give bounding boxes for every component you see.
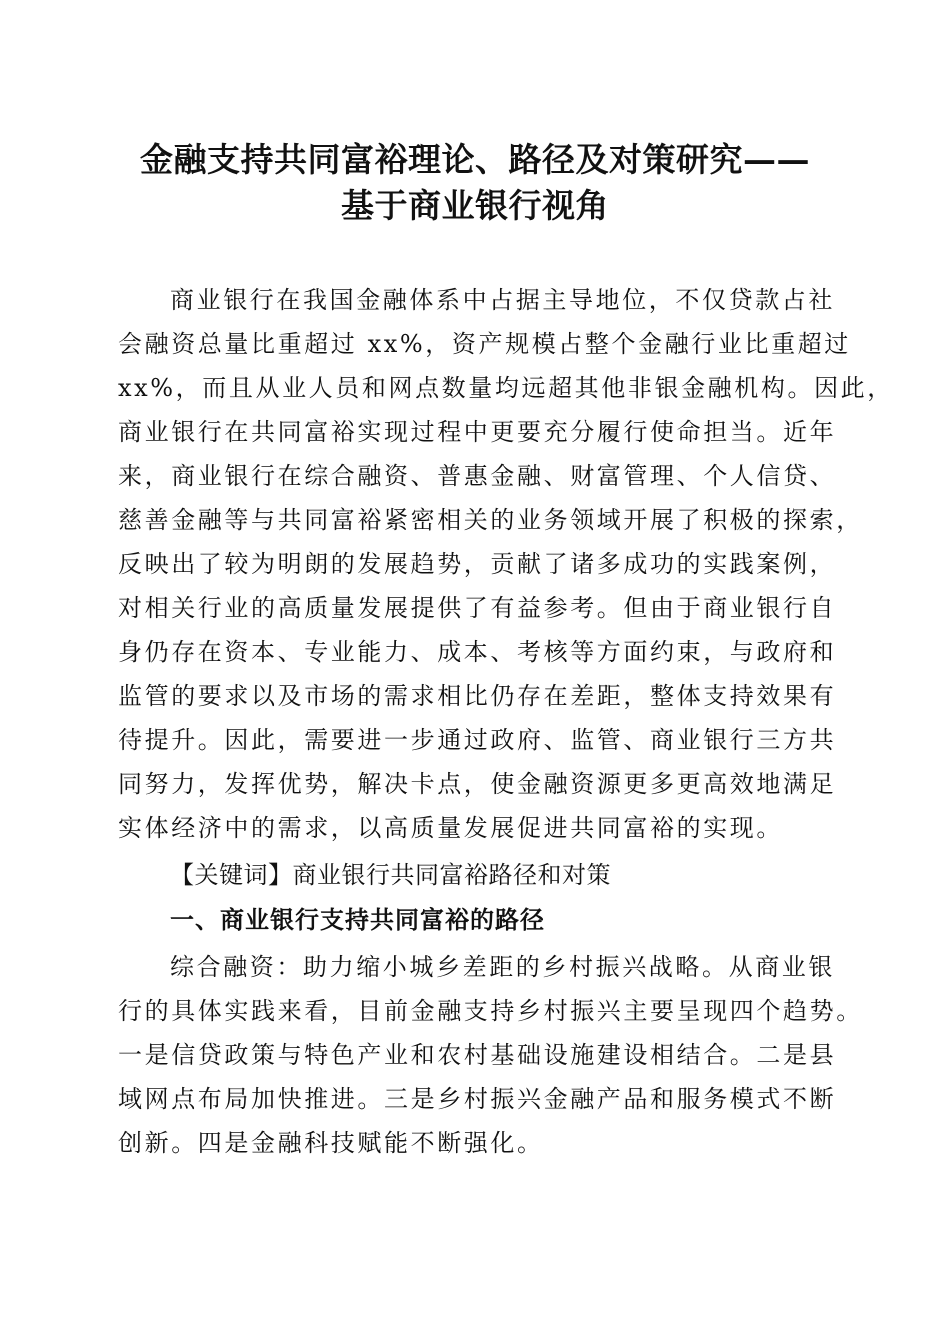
abstract-line: 会融资总量比重超过 xx%，资产规模占整个金融行业比重超过	[118, 330, 851, 358]
keywords-line: 【关键词】商业银行共同富裕路径和对策	[170, 861, 611, 889]
section-heading: 一、商业银行支持共同富裕的路径	[170, 906, 545, 934]
abstract-line: xx%，而且从业人员和网点数量均远超其他非银金融机构。因此，	[118, 374, 894, 402]
abstract-line: 对相关行业的高质量发展提供了有益参考。但由于商业银行自	[118, 594, 837, 622]
document-title-line-1: 金融支持共同富裕理论、路径及对策研究——	[140, 140, 810, 179]
abstract-line: 身仍存在资本、专业能力、成本、考核等方面约束，与政府和	[118, 638, 837, 666]
section-paragraph-line: 创新。四是金融科技赋能不断强化。	[118, 1129, 544, 1157]
abstract-line: 监管的要求以及市场的需求相比仍存在差距，整体支持效果有	[118, 682, 837, 710]
document-title-line-2: 基于商业银行视角	[341, 186, 609, 225]
section-paragraph-line: 综合融资：助力缩小城乡差距的乡村振兴战略。从商业银	[170, 953, 835, 981]
abstract-line: 来，商业银行在综合融资、普惠金融、财富管理、个人信贷、	[118, 462, 837, 490]
abstract-line: 慈善金融等与共同富裕紧密相关的业务领域开展了积极的探索，	[118, 506, 863, 534]
abstract-line: 商业银行在我国金融体系中占据主导地位，不仅贷款占社	[170, 286, 835, 314]
section-paragraph-line: 域网点布局加快推进。三是乡村振兴金融产品和服务模式不断	[118, 1085, 837, 1113]
abstract-line: 待提升。因此，需要进一步通过政府、监管、商业银行三方共	[118, 726, 837, 754]
abstract-line: 同努力，发挥优势，解决卡点，使金融资源更多更高效地满足	[118, 770, 837, 798]
abstract-line: 反映出了较为明朗的发展趋势，贡献了诸多成功的实践案例，	[118, 550, 837, 578]
section-paragraph-line: 一是信贷政策与特色产业和农村基础设施建设相结合。二是县	[118, 1041, 837, 1069]
section-paragraph-line: 行的具体实践来看，目前金融支持乡村振兴主要呈现四个趋势。	[118, 997, 863, 1025]
abstract-line: 商业银行在共同富裕实现过程中更要充分履行使命担当。近年	[118, 418, 837, 446]
abstract-line: 实体经济中的需求，以高质量发展促进共同富裕的实现。	[118, 814, 783, 842]
